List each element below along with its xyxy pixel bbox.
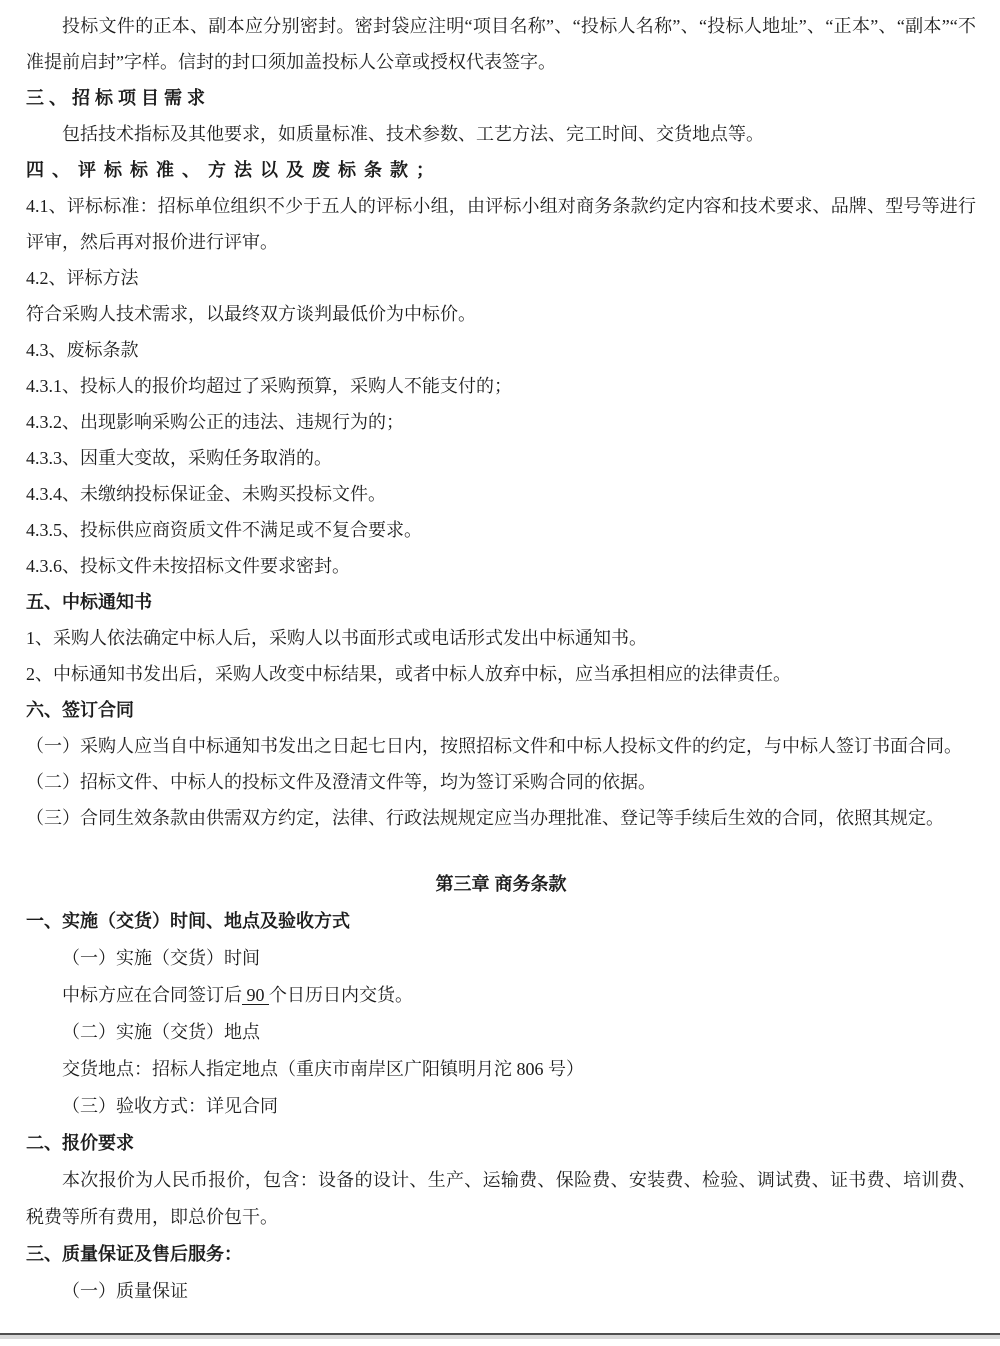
paragraph-4-2-evaluation-method-title: 4.2、评标方法 [26, 268, 139, 288]
paragraph-award-notice-2: 2、中标通知书发出后，采购人改变中标结果，或者中标人放弃中标，应当承担相应的法律责任。 [26, 664, 791, 684]
delivery-time-text-before: 中标方应在合同签订后 [62, 985, 242, 1005]
paragraph-delivery-time-body [26, 977, 976, 1014]
paragraph-delivery-place-body: 交货地点：招标人指定地点（重庆市南岸区广阳镇明月沱 806 号） [62, 1059, 584, 1079]
paragraph-4-3-4: 4.3.4、未缴纳投标保证金、未购买投标文件。 [26, 484, 386, 504]
paragraph-delivery-time-title: （一）实施（交货）时间 [62, 948, 260, 968]
heading-quality-assurance-service: 三、质量保证及售后服务： [26, 1244, 242, 1264]
delivery-days-underlined-value: 90 [242, 985, 269, 1005]
paragraph-quality-assurance-title: （一）质量保证 [62, 1281, 188, 1301]
paragraph-4-1-evaluation-criteria: 4.1、评标标准：招标单位组织不少于五人的评标小组，由评标小组对商务条款约定内容和技术要求、品牌、型号等进行评审，然后再对报价进行评审。 [26, 196, 976, 252]
paragraph-delivery-place-title: （二）实施（交货）地点 [62, 1022, 260, 1042]
paragraph-quotation-body: 本次报价为人民币报价，包含：设备的设计、生产、运输费、保险费、安装费、检验、调试费、证书费、培训费、税费等所有费用，即总价包干。 [26, 1170, 976, 1227]
heading-section-4-evaluation: 四、评标标准、方法以及废标条款； [26, 160, 442, 180]
heading-section-5-award-notice: 五、中标通知书 [26, 592, 152, 612]
heading-section-3-tender-requirements: 三、招标项目需求 [26, 88, 210, 108]
paragraph-4-3-3: 4.3.3、因重大变故，采购任务取消的。 [26, 448, 332, 468]
heading-quotation-requirements: 二、报价要求 [26, 1133, 134, 1153]
paragraph-tech-requirements: 包括技术指标及其他要求，如质量标准、技术参数、工艺方法、完工时间、交货地点等。 [62, 124, 764, 144]
paragraph-sealing-instructions: 投标文件的正本、副本应分别密封。密封袋应注明“项目名称”、“投标人名称”、“投标人地址”、“正本”、“副本”“不准提前启封”字样。信封的封口须加盖投标人公章或授权代表签字。 [26, 16, 976, 72]
paragraph-4-3-2: 4.3.2、出现影响采购公正的违法、违规行为的； [26, 412, 404, 432]
chapter-3-commercial-terms-section [26, 866, 976, 1310]
paragraph-4-3-6: 4.3.6、投标文件未按招标文件要求密封。 [26, 556, 350, 576]
paragraph-acceptance-method: （三）验收方式：详见合同 [62, 1096, 278, 1116]
delivery-time-text-after: 个日历日内交货。 [269, 985, 413, 1005]
chapter-heading-commercial-terms: 第三章 商务条款 [435, 874, 567, 894]
paragraph-4-3-5: 4.3.5、投标供应商资质文件不满足或不复合要求。 [26, 520, 422, 540]
paragraph-4-3-rejection-clauses-title: 4.3、废标条款 [26, 340, 139, 360]
page-bottom-edge-shadow [0, 1335, 1000, 1339]
heading-section-6-contract-signing: 六、签订合同 [26, 700, 134, 720]
paragraph-contract-signing-3: （三）合同生效条款由供需双方约定，法律、行政法规规定应当办理批准、登记等手续后生效的合同，依照其规定。 [26, 808, 944, 828]
paragraph-4-3-1: 4.3.1、投标人的报价均超过了采购预算，采购人不能支付的； [26, 376, 512, 396]
paragraph-award-notice-1: 1、采购人依法确定中标人后，采购人以书面形式或电话形式发出中标通知书。 [26, 628, 647, 648]
paragraph-contract-signing-2: （二）招标文件、中标人的投标文件及澄清文件等，均为签订采购合同的依据。 [26, 772, 656, 792]
heading-delivery-time-place-acceptance: 一、实施（交货）时间、地点及验收方式 [26, 911, 350, 931]
paragraph-contract-signing-1: （一）采购人应当自中标通知书发出之日起七日内，按照招标文件和中标人投标文件的约定，与中标人签订书面合同。 [26, 736, 962, 756]
paragraph-evaluation-method-body: 符合采购人技术需求，以最终双方谈判最低价为中标价。 [26, 304, 476, 324]
